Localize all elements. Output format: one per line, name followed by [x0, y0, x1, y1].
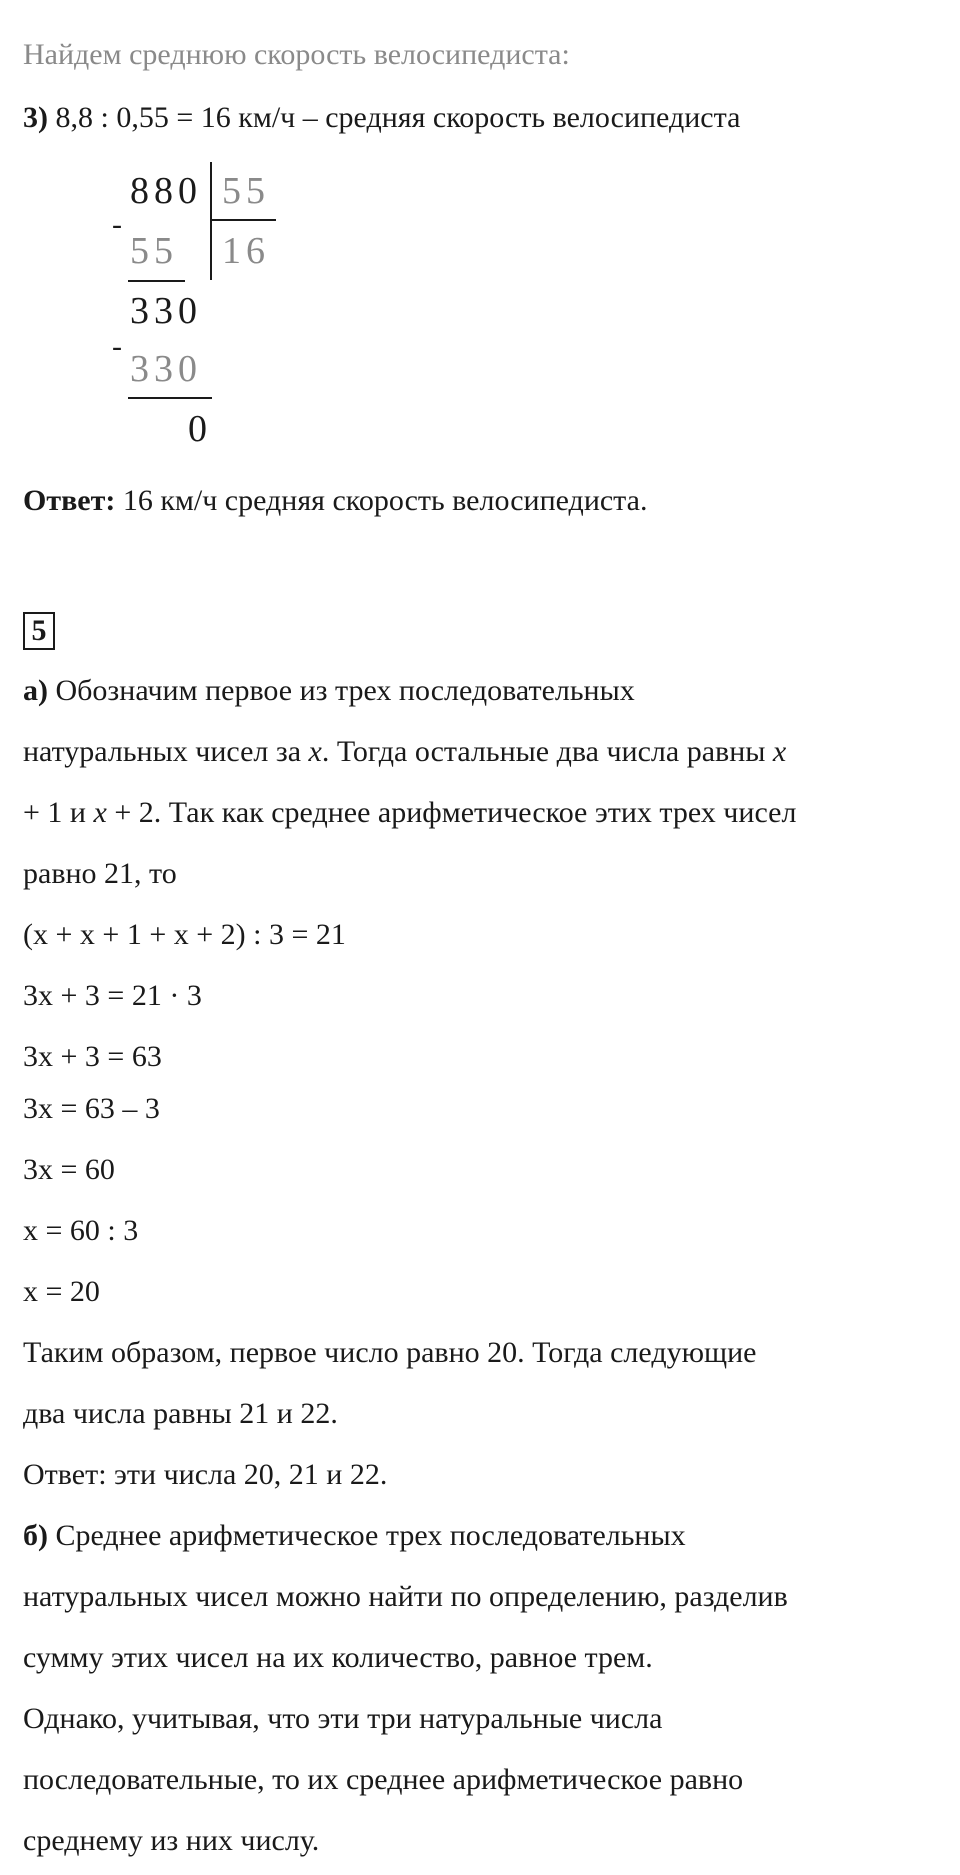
equation-4: 3x = 63 – 3 — [23, 1092, 160, 1125]
part-a-text-2b: . Тогда остальные два числа равны — [321, 735, 773, 768]
variable-x: x — [93, 796, 107, 829]
variable-x: x — [308, 735, 322, 768]
final-remainder: 0 — [188, 408, 212, 450]
dividend: 880 — [130, 170, 202, 212]
part-a-line-2 — [23, 737, 786, 767]
variable-x: x — [772, 735, 787, 768]
part-b-line-1 — [23, 1521, 686, 1551]
step-3 — [23, 103, 740, 133]
answer-1-text: 16 км/ч средняя скорость велосипедиста. — [122, 484, 648, 517]
part-a-text-1: Обозначим первое из трех последовательных — [55, 674, 635, 707]
division-vertical-line — [210, 162, 212, 280]
part-b-label: б) — [23, 1519, 48, 1552]
minus-sign-2: - — [112, 330, 122, 363]
answer-2: Ответ: эти числа 20, 21 и 22. — [23, 1458, 388, 1491]
part-a-text-3a: + 1 и — [23, 796, 94, 829]
subtrahend-2: 330 — [130, 348, 202, 390]
part-b-line-3: сумму этих чисел на их количество, равное трем. — [23, 1641, 653, 1674]
part-b-line-2: натуральных чисел можно найти по определению, разделив — [23, 1580, 788, 1613]
equation-7: x = 20 — [23, 1275, 100, 1308]
equation-2: 3x + 3 = 21 · 3 — [23, 979, 202, 1012]
minus-sign-1: - — [112, 208, 122, 241]
answer-1-label: Ответ: — [23, 484, 116, 517]
part-a-line-3 — [23, 798, 796, 828]
divisor: 55 — [222, 170, 270, 212]
part-a-line-4: равно 21, то — [23, 857, 177, 890]
part-b-text-1: Среднее арифметическое трех последовательных — [55, 1519, 686, 1552]
part-a-label: а) — [23, 674, 48, 707]
quotient: 16 — [222, 230, 270, 272]
intro-text: Найдем среднюю скорость велосипедиста: — [23, 38, 570, 71]
part-b-line-4: Однако, учитывая, что эти три натуральные числа — [23, 1702, 663, 1735]
task-number-box: 5 — [23, 612, 55, 650]
conclusion-line-2: два числа равны 21 и 22. — [23, 1397, 338, 1430]
subtrahend-1: 55 — [130, 230, 178, 272]
part-a-text-3b: + 2. Так как среднее арифметическое этих трех чисел — [106, 796, 797, 829]
equation-6: x = 60 : 3 — [23, 1214, 139, 1247]
remainder-1: 330 — [130, 290, 202, 332]
conclusion-line-1: Таким образом, первое число равно 20. Тогда следующие — [23, 1336, 757, 1369]
equation-5: 3x = 60 — [23, 1153, 115, 1186]
part-b-line-5: последовательные, то их среднее арифметическое равно — [23, 1763, 744, 1796]
part-a-text-2a: натуральных чисел за — [23, 735, 309, 768]
equation-1: (x + x + 1 + x + 2) : 3 = 21 — [23, 918, 346, 951]
step-3-text: 8,8 : 0,55 = 16 км/ч – средняя скорость велосипедиста — [55, 101, 741, 134]
underline-1 — [128, 280, 185, 282]
equation-3: 3x + 3 = 63 — [23, 1040, 162, 1073]
underline-2 — [128, 397, 212, 399]
part-b-line-6: среднему из них числу. — [23, 1824, 320, 1857]
answer-1 — [23, 486, 647, 516]
part-a-line-1 — [23, 676, 635, 706]
step-3-label: 3) — [23, 101, 48, 134]
divisor-underline — [210, 219, 276, 221]
